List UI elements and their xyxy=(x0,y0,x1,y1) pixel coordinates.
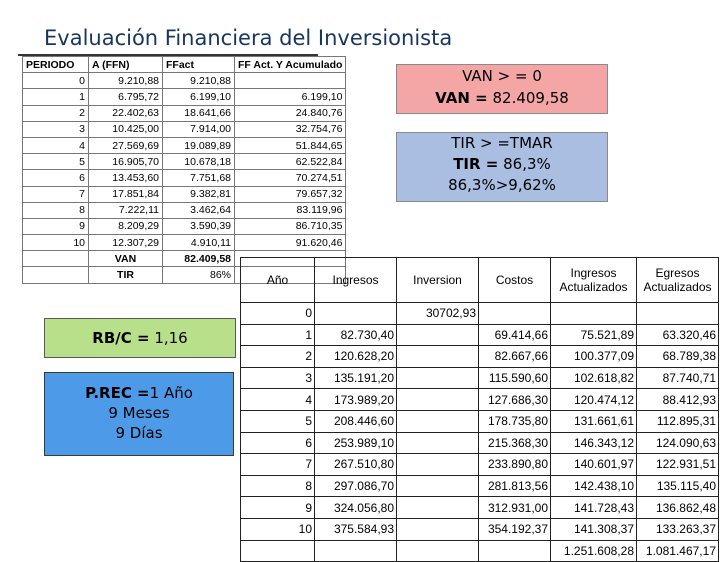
table-cell: 9 xyxy=(23,218,89,234)
table-row xyxy=(241,410,719,432)
table-cell: 141.728,43 xyxy=(551,497,637,519)
table-row xyxy=(23,202,346,218)
table-cell: 91.620,46 xyxy=(235,235,346,251)
table-cell: 208.446,60 xyxy=(315,410,397,432)
table-cell: 12.307,29 xyxy=(89,235,163,251)
table-cell: 18.641,66 xyxy=(163,105,235,121)
table-cell: 5 xyxy=(241,410,315,432)
table-row xyxy=(241,432,719,454)
table-cell: 9.210,88 xyxy=(89,73,163,89)
header-inversion: Inversion xyxy=(397,258,479,303)
table-cell: 142.438,10 xyxy=(551,475,637,497)
table-row xyxy=(241,324,719,346)
table-cell: 267.510,80 xyxy=(315,454,397,476)
van-result: VAN = 82.409,58 xyxy=(435,89,569,107)
tir-result: TIR = 86,3% xyxy=(453,155,551,173)
table-cell xyxy=(397,367,479,389)
table-cell: 127.686,30 xyxy=(479,389,551,411)
table-cell: 70.274,51 xyxy=(235,170,346,186)
table-cell: 7 xyxy=(241,454,315,476)
table-cell: 124.090,63 xyxy=(637,432,719,454)
header-costos: Costos xyxy=(479,258,551,303)
table-cell: 51.844,65 xyxy=(235,137,346,153)
table-cell: 136.862,48 xyxy=(637,497,719,519)
table-row xyxy=(23,235,346,251)
table-row xyxy=(23,73,346,89)
table-cell xyxy=(479,303,551,325)
van-value: 82.409,58 xyxy=(163,251,235,267)
tir-comparison: 86,3%>9,62% xyxy=(448,176,556,194)
table-cell: 4 xyxy=(241,389,315,411)
table-cell xyxy=(397,410,479,432)
table-cell: 133.263,37 xyxy=(637,518,719,540)
table-cell: 141.308,37 xyxy=(551,518,637,540)
table-cell: 10.425,00 xyxy=(89,121,163,137)
table-row xyxy=(241,346,719,368)
table-cell: 1 xyxy=(241,324,315,346)
totals-row xyxy=(241,540,719,562)
prec-days: 9 Días xyxy=(115,424,163,442)
table-cell: 7 xyxy=(23,186,89,202)
table-cell: 10 xyxy=(241,518,315,540)
rbc-value: 1,16 xyxy=(149,329,188,347)
table-cell: 82.667,66 xyxy=(479,346,551,368)
table-cell: 30702,93 xyxy=(397,303,479,325)
table-row xyxy=(241,454,719,476)
table-cell: 281.813,56 xyxy=(479,475,551,497)
prec-years: 1 Año xyxy=(149,384,193,402)
table-cell: 131.661,61 xyxy=(551,410,637,432)
table-cell xyxy=(315,303,397,325)
table-row xyxy=(23,89,346,105)
tir-condition: TIR > =TMAR xyxy=(451,134,553,152)
table-header-row xyxy=(23,57,346,73)
table-row xyxy=(241,367,719,389)
table-cell xyxy=(397,432,479,454)
header-egresos-actualizados: Egresos Actualizados xyxy=(637,258,719,303)
table-cell: 10 xyxy=(23,235,89,251)
table-cell: 3.462,64 xyxy=(163,202,235,218)
table-cell: 115.590,60 xyxy=(479,367,551,389)
header-ingresos-actualizados: Ingresos Actualizados xyxy=(551,258,637,303)
van-box xyxy=(396,64,608,114)
table-cell: 146.343,12 xyxy=(551,432,637,454)
income-expense-table xyxy=(240,257,719,562)
table-cell: 8 xyxy=(23,202,89,218)
table-cell: 9.382,81 xyxy=(163,186,235,202)
table-row xyxy=(23,137,346,153)
cash-flow-table xyxy=(22,56,346,284)
table-cell: 88.412,93 xyxy=(637,389,719,411)
table-cell: 6.199,10 xyxy=(235,89,346,105)
table-row xyxy=(241,389,719,411)
table-cell: 68.789,38 xyxy=(637,346,719,368)
table-cell: 2 xyxy=(241,346,315,368)
table-cell: 16.905,70 xyxy=(89,154,163,170)
table-cell xyxy=(235,73,346,89)
table-cell: 5 xyxy=(23,154,89,170)
table-cell xyxy=(551,303,637,325)
table-cell: 8 xyxy=(241,475,315,497)
table-cell: 122.931,51 xyxy=(637,454,719,476)
table-cell: 0 xyxy=(23,73,89,89)
table-cell: 10.678,18 xyxy=(163,154,235,170)
table-cell: 140.601,97 xyxy=(551,454,637,476)
table-cell: 7.914,00 xyxy=(163,121,235,137)
header-periodo: PERIODO xyxy=(23,57,89,73)
header-ingresos: Ingresos xyxy=(315,258,397,303)
table-cell: 135.191,20 xyxy=(315,367,397,389)
table-cell: 2 xyxy=(23,105,89,121)
table-cell: 178.735,80 xyxy=(479,410,551,432)
table-cell: 4 xyxy=(23,137,89,153)
table-cell: 7.751,68 xyxy=(163,170,235,186)
table-cell: 27.569,69 xyxy=(89,137,163,153)
table-cell: 32.754,76 xyxy=(235,121,346,137)
table-row xyxy=(241,518,719,540)
table-cell: 312.931,00 xyxy=(479,497,551,519)
table-cell xyxy=(397,475,479,497)
table-cell: 354.192,37 xyxy=(479,518,551,540)
rbc-label: RB/C = xyxy=(92,329,150,347)
prec-box xyxy=(44,372,234,456)
table-cell: 17.851,84 xyxy=(89,186,163,202)
table-cell: 69.414,66 xyxy=(479,324,551,346)
table-cell: 79.657,32 xyxy=(235,186,346,202)
van-condition: VAN > = 0 xyxy=(462,67,542,85)
rbc-box xyxy=(44,318,236,358)
table-cell: 173.989,20 xyxy=(315,389,397,411)
table-cell: 120.628,20 xyxy=(315,346,397,368)
table-cell: 6 xyxy=(241,432,315,454)
prec-months: 9 Meses xyxy=(108,404,170,422)
table-row xyxy=(23,154,346,170)
table-cell: 215.368,30 xyxy=(479,432,551,454)
table-cell: 112.895,31 xyxy=(637,410,719,432)
table-cell xyxy=(397,454,479,476)
table-cell: 13.453,60 xyxy=(89,170,163,186)
table-cell xyxy=(397,346,479,368)
table-cell: 82.730,40 xyxy=(315,324,397,346)
header-ffact: FFact xyxy=(163,57,235,73)
table-row xyxy=(241,303,719,325)
table-cell: 22.402,63 xyxy=(89,105,163,121)
table-cell: 1 xyxy=(23,89,89,105)
table-cell: 86.710,35 xyxy=(235,218,346,234)
tir-box xyxy=(396,132,608,202)
table-cell: 100.377,09 xyxy=(551,346,637,368)
table-cell: 62.522,84 xyxy=(235,154,346,170)
table-cell: 87.740,71 xyxy=(637,367,719,389)
table-cell: 0 xyxy=(241,303,315,325)
table-row xyxy=(23,105,346,121)
table-cell: 24.840,76 xyxy=(235,105,346,121)
table-cell: 3 xyxy=(23,121,89,137)
table-cell: 135.115,40 xyxy=(637,475,719,497)
table-cell: 375.584,93 xyxy=(315,518,397,540)
table-cell: 6.199,10 xyxy=(163,89,235,105)
tir-label: TIR xyxy=(89,267,163,283)
table-cell: 9.210,88 xyxy=(163,73,235,89)
table-cell: 324.056,80 xyxy=(315,497,397,519)
table-row xyxy=(23,186,346,202)
table-row xyxy=(23,121,346,137)
table-cell: 19.089,89 xyxy=(163,137,235,153)
table-cell: 6.795,72 xyxy=(89,89,163,105)
header-ff-acumulado: FF Act. Y Acumulado xyxy=(235,57,346,73)
table-row xyxy=(23,218,346,234)
table-cell: 4.910,11 xyxy=(163,235,235,251)
van-label: VAN xyxy=(89,251,163,267)
header-ffn: A (FFN) xyxy=(89,57,163,73)
table-cell: 3 xyxy=(241,367,315,389)
table-cell xyxy=(637,303,719,325)
table-cell xyxy=(397,324,479,346)
table-cell: 83.119,96 xyxy=(235,202,346,218)
table-cell: 63.320,46 xyxy=(637,324,719,346)
table-cell: 3.590,39 xyxy=(163,218,235,234)
table-row xyxy=(241,475,719,497)
table-cell: 8.209,29 xyxy=(89,218,163,234)
table-cell: 9 xyxy=(241,497,315,519)
page-title: Evaluación Financiera del Inversionista xyxy=(44,26,453,50)
table-header-row xyxy=(241,258,719,303)
table-cell: 120.474,12 xyxy=(551,389,637,411)
table-row xyxy=(23,170,346,186)
total-egresos-actualizados: 1.081.467,17 xyxy=(637,540,719,562)
tir-value: 86% xyxy=(163,267,235,283)
header-ano: Año xyxy=(241,258,315,303)
table-cell xyxy=(397,497,479,519)
table-cell: 7.222,11 xyxy=(89,202,163,218)
table-cell: 297.086,70 xyxy=(315,475,397,497)
table-cell xyxy=(397,389,479,411)
table-cell: 75.521,89 xyxy=(551,324,637,346)
table-cell: 253.989,10 xyxy=(315,432,397,454)
table-cell: 233.890,80 xyxy=(479,454,551,476)
table-row xyxy=(241,497,719,519)
table-cell: 6 xyxy=(23,170,89,186)
table-cell: 102.618,82 xyxy=(551,367,637,389)
prec-label: P.REC = xyxy=(85,384,150,402)
total-ingresos-actualizados: 1.251.608,28 xyxy=(551,540,637,562)
table-cell xyxy=(397,518,479,540)
